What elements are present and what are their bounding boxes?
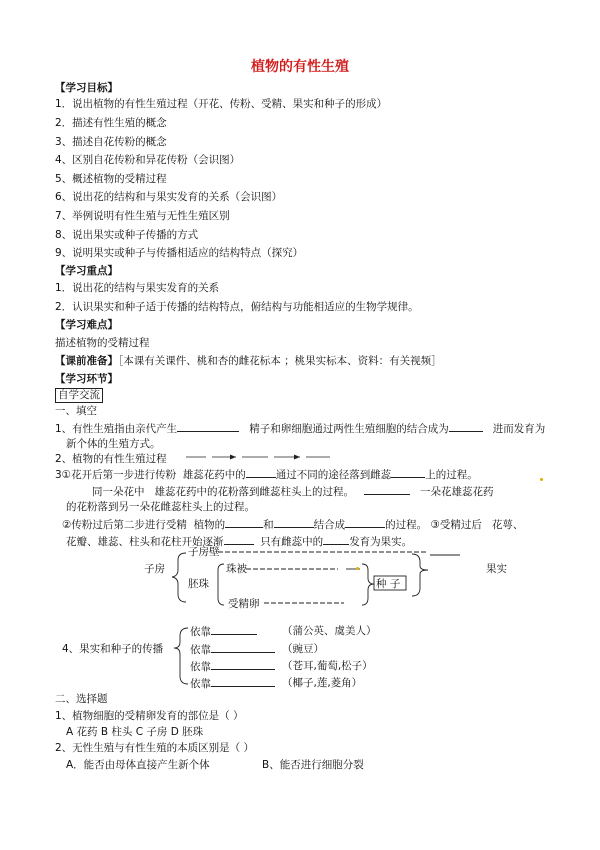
dispersal-example: （苍耳,葡萄,松子） xyxy=(282,660,373,672)
choice-q1: 1、植物细胞的受精卵发育的部位是（ ） xyxy=(55,710,244,722)
speck xyxy=(356,567,359,570)
fill-q2: 2、植物的有性生殖过程 xyxy=(55,453,167,465)
diagram-ovary: 子房 xyxy=(144,563,165,575)
key-points-heading: 【学习重点】 xyxy=(55,265,118,277)
self-study-box: 自学交流 xyxy=(55,388,103,403)
diagram-ovule: 胚珠 xyxy=(188,578,209,590)
fill-q3-line3: 的花粉落到另一朵花雌蕊柱头上的过程。 xyxy=(66,501,255,513)
choice-heading: 二、选择题 xyxy=(55,693,108,705)
fill-q3-line5: 花瓣、雄蕊、柱头和花柱开始逐渐 只有雌蕊中的 发育为果实。 xyxy=(66,536,413,548)
objective-item: 2．描述有性生殖的概念 xyxy=(55,117,167,129)
objective-item: 9、说明果实或种子与传播相适应的结构特点（探究） xyxy=(55,247,304,259)
dispersal-example: （豌豆） xyxy=(282,643,324,655)
objective-item: 7、举例说明有性生殖与无性生殖区别 xyxy=(55,210,230,222)
difficulty-text: 描述植物的受精过程 xyxy=(55,337,150,349)
page-title: 植物的有性生殖 xyxy=(251,59,349,75)
process-heading: 【学习环节】 xyxy=(55,373,118,385)
fill-q3-line1: 3①花开后第一步进行传粉 雄蕊花药中的 通过不同的途径落到雌蕊 上的过程。 xyxy=(55,469,478,481)
blank[interactable] xyxy=(211,642,275,653)
choice-q1-options: A 花药 B 柱头 C 子房 D 胚珠 xyxy=(66,726,204,738)
prep-text: ［本课有关课件、桃和杏的雌花标本 ；桃果实标本、资料：有关视频］ xyxy=(118,355,442,367)
diagram-egg: 受精卵 xyxy=(228,598,260,610)
dispersal-row: 依靠 xyxy=(190,642,275,657)
blank[interactable] xyxy=(211,659,275,670)
objective-item: 8、说出果实或种子传播的方式 xyxy=(55,229,199,241)
dispersal-row: 依靠 xyxy=(190,676,275,691)
dispersal-example: （椰子,莲,菱角） xyxy=(282,677,363,689)
fill-heading: 一、填空 xyxy=(55,405,97,417)
difficulty-heading: 【学习难点】 xyxy=(55,319,118,331)
dispersal-example: （蒲公英、虞美人） xyxy=(282,625,377,637)
diagram-ovary-wall: 子房壁 xyxy=(188,546,220,558)
choice-q2: 2、无性生殖与有性生殖的本质区别是（ ） xyxy=(55,742,255,754)
choice-q2-option-b: B、能否进行细胞分裂 xyxy=(262,759,364,771)
fill-q1: 1、有性生殖指由亲代产生 精子和卵细胞通过两性生殖细胞的结合成为 进而发育为 xyxy=(55,423,546,435)
speck xyxy=(540,478,543,481)
diagram-integument: 珠被 xyxy=(226,563,247,575)
choice-q2-option-a: A．能否由母体直接产生新个体 xyxy=(66,759,210,771)
fill-q3-line4: ②传粉过后第二步进行受精 植物的 和 结合成 的过程。 ③受精过后 花萼、 xyxy=(62,519,524,531)
diagram-seed: 种 子 xyxy=(376,578,401,590)
diagram-fruit: 果实 xyxy=(486,563,507,575)
dispersal-label: 4、果实和种子的传播 xyxy=(62,643,164,655)
objective-item: 6、说出花的结构和与果实发育的关系（会识图） xyxy=(55,191,283,203)
fill-q1-cont: 新个体的生殖方式。 xyxy=(66,438,161,450)
key-point-item: 2．认识果实和种子适于传播的结构特点，俯结构与功能相适应的生物学规律。 xyxy=(55,301,419,313)
objective-item: 1．说出植物的有性生殖过程（开花、传粉、受精、果实和种子的形成） xyxy=(55,98,388,110)
objective-item: 5、概述植物的受精过程 xyxy=(55,173,167,185)
objective-item: 4、区别自花传粉和异花传粉（会识图） xyxy=(55,154,241,166)
key-point-item: 1．说出花的结构与果实发育的关系 xyxy=(55,282,220,294)
objective-item: 3、描述自花传粉的概念 xyxy=(55,136,167,148)
prep-label: 【课前准备】 xyxy=(55,355,118,367)
dispersal-row: 依靠 xyxy=(190,624,257,639)
fill-q3-line2: 同一朵花中 雄蕊花药中的花粉落到雌蕊柱头上的过程。 一朵花雄蕊花药 xyxy=(92,486,494,498)
objectives-heading: 【学习目标】 xyxy=(55,82,118,94)
blank[interactable] xyxy=(211,676,275,687)
dispersal-row: 依靠 xyxy=(190,659,275,674)
blank[interactable] xyxy=(211,624,257,635)
